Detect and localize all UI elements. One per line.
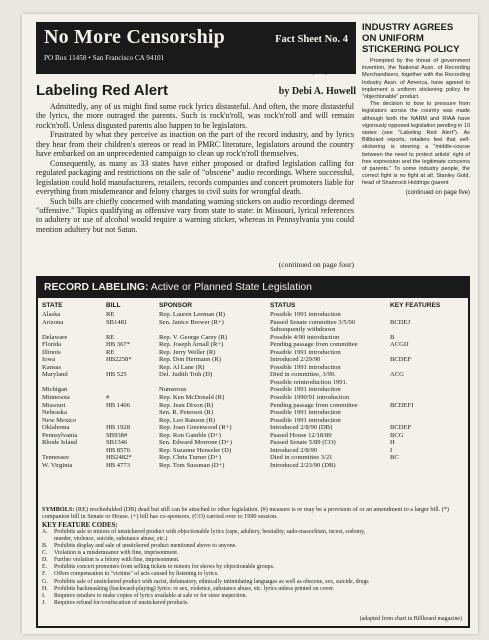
cell-key-features: ACGIJ: [390, 341, 409, 349]
table-row: [42, 334, 466, 342]
cell-bill: HB 367*: [106, 341, 130, 349]
table-row: [42, 447, 466, 455]
cell-bill: RE: [106, 333, 115, 341]
cell-sponsor: Rep. Joseph Arnall (R+): [159, 341, 224, 349]
key-codes-list: [42, 529, 466, 607]
key-code-letter: A.: [42, 528, 48, 535]
cell-state: Alaska: [42, 311, 61, 318]
cell-state: Nebraska: [42, 409, 67, 417]
cell-key-features: BCG: [390, 431, 404, 439]
table-row: [42, 462, 466, 470]
cell-sponsor: Del. Judith Toth (D): [159, 371, 213, 379]
cell-sponsor: Rep. Joan Greenwood (R+): [159, 424, 232, 432]
cell-state: Florida: [42, 341, 62, 349]
key-code-item: [42, 579, 466, 586]
cell-status: Possible reintroduction 1991.: [270, 378, 348, 386]
cell-bill: RE: [106, 311, 115, 318]
cell-status: Passed Senate 5/89 (CO): [270, 439, 336, 447]
cell-sponsor: Rep. Al Lane (R): [159, 363, 205, 371]
sidebar-paragraph: The decision to bow to pressure from legislators across the country was made although both the NARM and RIAA have vigorously opposed legislation pending in 10 states (see "Labeling Red Alert"). As Billboard reports, retailers feel that self-stickering is steering a "middle-course between the need to protect artists' right of free expression and the legitimate concerns of parents." To some industry people, the correct fight is no fight at all. Stanley Gold, head of Shamrock Holdings (parent: [362, 101, 470, 187]
key-code-letter: G.: [42, 578, 48, 585]
table-row: [42, 454, 466, 462]
table-notes: [42, 506, 466, 607]
cell-status: Passed House 12/18/89: [270, 431, 332, 439]
cell-bill: HB2258*: [106, 356, 132, 364]
key-code-letter: B.: [42, 543, 48, 550]
source-credit: (adapted from chart in Billboard magazine): [359, 616, 462, 622]
cell-status: Passed Senate committee 3/5/90: [270, 318, 356, 326]
table-row: [42, 349, 466, 357]
cell-sponsor: Sen. Janice Brewer (R+): [159, 318, 224, 326]
cell-state: Delaware: [42, 333, 68, 341]
key-code-item: [42, 529, 466, 536]
column-header-bill: BILL: [106, 302, 121, 309]
cell-key-features: B: [390, 333, 395, 341]
cell-status: Died in committee, 3/90.: [270, 371, 336, 379]
symbols-text: (RE) reschedulded (DB) dead but still can be attached to other legislation. (#) measure is or may be a provision of or an amendment to a larger bill. (*) companion bill in Senate or House. (+) bill has co-sponsors. (CO) carried over to 1990 session.: [42, 506, 449, 521]
table-row: [42, 432, 466, 440]
cell-status: Possible 1991 introduction: [270, 363, 341, 371]
masthead-date-row: [36, 66, 356, 79]
cell-status: Pending passage from committee: [270, 401, 358, 409]
cell-status: Possible 1991 introduction: [270, 311, 341, 318]
key-code-letter: C.: [42, 550, 48, 557]
column-header-sponsor: SPONSOR: [159, 302, 192, 309]
cell-sponsor: Rep. Leo Ranson (R): [159, 416, 216, 424]
key-code-letter: D.: [42, 557, 48, 564]
cell-state: Maryland: [42, 371, 68, 379]
key-code-item: [42, 586, 466, 593]
key-code-letter: F.: [42, 571, 47, 578]
article-body: [36, 102, 354, 234]
table-row: [42, 311, 466, 319]
cell-status: Possible 1991 introduction: [270, 409, 341, 417]
sidebar-title: INDUSTRY AGREES ON UNIFORM STICKERING POLICY: [362, 22, 460, 55]
cell-state: Iowa: [42, 356, 56, 364]
key-codes-title: KEY FEATURE CODES:: [42, 521, 118, 529]
table-row: [42, 326, 466, 334]
article-paragraph: Frustrated by what they perceive as inaction on the part of the record industry, and by lyrics they hear from their children's stereos or read in PMRC literature, legislators around the country have embarked on an unprecedented campaign to clean up rock'n'roll themselves.: [36, 130, 354, 159]
cell-sponsor: Rep. Lauren Leeman (R): [159, 311, 225, 318]
key-code-letter: J.: [42, 599, 46, 606]
cell-sponsor: Rep. Suzanne Henseler (D): [159, 446, 232, 454]
sidebar-paragraph: Prompted by the threat of government invention, the National Assn. of Recording Merchandisers, together with the Recording Industry Assn. of America, have agreed to implement a uniform stickering policy for "objectionable" product.: [362, 58, 470, 101]
legislation-table: [36, 276, 470, 628]
cell-status: Possible 1991 introduction: [270, 348, 341, 356]
key-code-description: Requires retailers to make copies of lyrics available at sale or for store inspection.: [54, 592, 248, 599]
table-row: [42, 424, 466, 432]
sidebar-body: [362, 58, 470, 188]
column-header-key-features: KEY FEATURES: [390, 302, 441, 309]
key-code-description: Offers compensation to "victims" of acts caused by listening to lyrics.: [54, 571, 219, 578]
table-title-rest: Active or Planned State Legislation: [148, 282, 312, 293]
cell-sponsor: Rep. Chris Turner (D+): [159, 454, 221, 462]
table-row: [42, 386, 466, 394]
cell-state: Rhode Island: [42, 439, 77, 447]
cell-bill: SB1346: [106, 439, 128, 447]
cell-sponsor: Rep. Tom Sussman (D+): [159, 461, 225, 469]
key-code-description: murder, violence, suicide, substance abuse, etc.): [54, 535, 168, 542]
issue-date: Spring • 1990: [308, 67, 348, 75]
cell-status: Introduced 2/23/90 (DB): [270, 461, 336, 469]
article-paragraph: Consequently, as many as 33 states have either proposed or drafted legislation calling for regulated packaging and restrictions on the sale of "obscene" audio recordings. Where successful, legislation could hold manufacturers, retailers, records companies and concert promoters liable for everything from misdemeanor and felony charges to civil suits for wrongful death.: [36, 158, 354, 197]
cell-bill: #: [106, 394, 110, 402]
key-code-item: [42, 571, 466, 578]
key-code-item: [42, 593, 466, 600]
table-row: [42, 417, 466, 425]
cell-status: Possible 4/90 introduction: [270, 333, 340, 341]
cell-status: Pending passage from committee: [270, 341, 358, 349]
key-code-letter: I.: [42, 592, 46, 599]
cell-bill: SB1481: [106, 318, 128, 326]
sidebar-continued: (continued on page five): [405, 189, 470, 196]
cell-key-features: BCDEF: [390, 424, 412, 432]
cell-sponsor: Rep. Ken McDonald (R): [159, 394, 225, 402]
cell-sponsor: Rep. Jerry Weller (R): [159, 348, 216, 356]
cell-bill: HB2482*: [106, 454, 132, 462]
cell-bill: SB938#: [106, 431, 128, 439]
article-paragraph: Admittedly, any of us might find some rock lyrics distasteful. And often, the more distasteful the lyrics, the more outraged the parents. Such is rock'n'roll, was rock'n'roll and will remain rock'n'roll. Unless disgusted parents also happen to be legislators.: [36, 102, 354, 130]
cell-state: Pennsylvania: [42, 431, 78, 439]
table-row: [42, 371, 466, 379]
table-row: [42, 439, 466, 447]
article-paragraph: Such bills are chiefly concerned with mandating warning stickers on audio recordings deemed "offensive." Topics qualifying as offensive vary from state to state: in Missouri, lyrical references to adultery or use of alcohol would require a warning sticker, whereas in Pennsylvania you could mention adultery but not Satan.: [36, 196, 354, 234]
cell-key-features: BCDEFI: [390, 401, 414, 409]
cell-bill: HB 525: [106, 371, 127, 379]
cell-state: Illinois: [42, 348, 61, 356]
key-code-description: Violation is a misdemeanor with fine, imprisonment.: [54, 550, 179, 557]
article-byline: by Debi A. Howell: [278, 86, 356, 97]
key-code-letter: H.: [42, 585, 48, 592]
key-code-description: Prohibits backmasking (backward-playing) lyrics: re sex, violence, substance abuse, etc. lyrics unless printed on cover.: [54, 585, 335, 592]
cell-status: Subsequently withdrawn: [270, 326, 336, 334]
key-code-description: Prohibits sale of unstickered product with racist, defamatory, ethnically intimidating languages as well as obscene, sex, suicide, drugs: [54, 578, 369, 585]
sidebar-article: [362, 22, 470, 196]
table-title-bold: RECORD LABELING:: [44, 282, 149, 293]
key-code-description: Requires refund for/confiscation of unstickered products.: [54, 599, 189, 606]
symbols-legend: [42, 506, 466, 521]
table-row: [42, 379, 466, 387]
cell-bill: HB 1928: [106, 424, 130, 432]
cell-sponsor: Rep. Don Hermann (R): [159, 356, 221, 364]
cell-state: Michigan: [42, 386, 68, 394]
cell-key-features: BCDEJ: [390, 318, 411, 326]
cell-sponsor: Rep. Ron Gamble (D+): [159, 431, 221, 439]
cell-sponsor: Sen. Edward Morrone (D+): [159, 439, 232, 447]
cell-status: Possible 1991 introduction: [270, 386, 341, 394]
cell-state: Oklahoma: [42, 424, 70, 432]
key-code-item: [42, 536, 466, 543]
cell-key-features: H: [390, 439, 395, 447]
key-code-description: Prohibits sale to minors of unstickered product with objectionable lyrics (rape, adultery, bestiality, sado-masochism, incest, sodomy,: [54, 528, 366, 535]
key-code-description: Prohibits concert promoters from selling tickets to minors for shows by objectionable groups.: [54, 564, 275, 571]
article-continued: (continued on page four): [278, 260, 354, 269]
masthead-title: No More Censorship: [44, 26, 226, 48]
symbols-label: SYMBOLS:: [42, 506, 75, 513]
table-row: [42, 319, 466, 327]
fact-sheet-number: Fact Sheet No. 4: [275, 34, 348, 45]
cell-key-features: I: [390, 446, 393, 454]
table-row: [42, 409, 466, 417]
cell-state: W. Virginia: [42, 461, 73, 469]
column-header-state: STATE: [42, 302, 63, 309]
cell-bill: HB 1406: [106, 401, 130, 409]
cell-sponsor: Rep. V. George Carey (R): [159, 333, 228, 341]
key-code-item: [42, 600, 466, 607]
cell-status: Possible 1991 introduction: [270, 416, 341, 424]
cell-sponsor: Numerous: [159, 386, 187, 394]
cell-bill: HB 8576: [106, 446, 130, 454]
table-title: [38, 278, 468, 298]
table-rows: [42, 311, 466, 469]
cell-status: Introduced 2/8/90 (DB): [270, 424, 333, 432]
key-code-letter: E.: [42, 564, 48, 571]
cell-state: Kansas: [42, 363, 62, 371]
cell-sponsor: Rep. Jean Dixon (R): [159, 401, 214, 409]
column-header-status: STATUS: [270, 302, 296, 309]
table-row: [42, 402, 466, 410]
cell-state: Arizona: [42, 318, 64, 326]
cell-sponsor: Sen. R. Peterson (R): [159, 409, 214, 417]
key-code-description: Further violation is a felony with fine, imprisonment.: [54, 557, 180, 564]
table-row: [42, 341, 466, 349]
cell-status: Died in committee 3/21: [270, 454, 333, 462]
cell-state: New Mexico: [42, 416, 77, 424]
table-row: [42, 364, 466, 372]
table-row: [42, 394, 466, 402]
cell-state: Minnesota: [42, 394, 70, 402]
masthead-address: PO Box 11458 • San Francisco CA 94101: [44, 54, 165, 62]
cell-key-features: BCDEF: [390, 356, 412, 364]
cell-state: Tennessee: [42, 454, 69, 462]
table-row: [42, 356, 466, 364]
key-code-description: Prohibits display and sale of unstickered product mentioned above to anyone.: [54, 543, 237, 550]
cell-state: Missouri: [42, 401, 66, 409]
cell-key-features: BC: [390, 454, 399, 462]
article-title: Labeling Red Alert: [36, 82, 168, 99]
cell-key-features: ACG: [390, 371, 404, 379]
cell-status: Possible 1990/91 introduction: [270, 394, 350, 402]
cell-bill: HB 4773: [106, 461, 130, 469]
cell-bill: RE: [106, 348, 115, 356]
fact-sheet-page: [22, 14, 478, 634]
cell-status: Introduced 2/8/90: [270, 446, 318, 454]
cell-status: Introduced 2/29/90: [270, 356, 321, 364]
